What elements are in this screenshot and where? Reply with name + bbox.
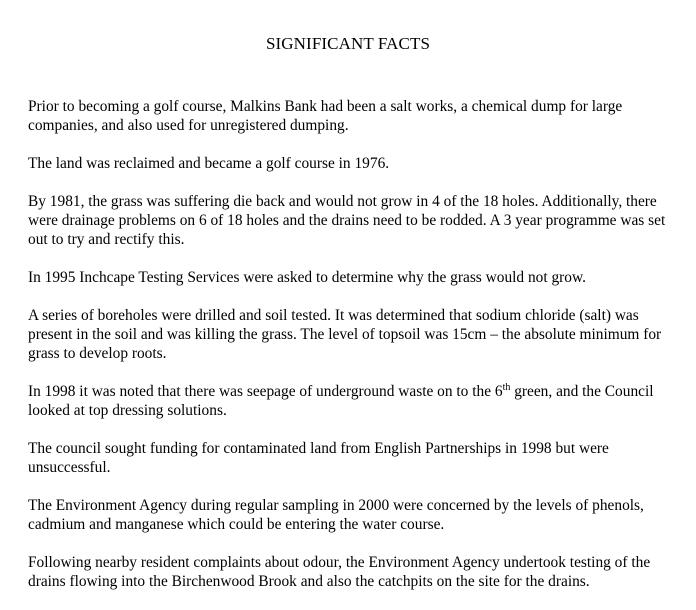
ordinal-suffix: th [502,382,511,393]
paragraph-history: Prior to becoming a golf course, Malkins Bank had been a salt works, a chemical dump for large companies, and also used for unregistered dumping. [28,98,623,134]
document-body [28,97,678,610]
paragraph-odour-complaints: Following nearby resident complaints about odour, the Environment Agency undertook testing of the drains flowing into the Birchenwood Brook and also the catchpits on the site for the drains. [28,554,651,590]
paragraph-reclaimed: The land was reclaimed and became a golf course in 1976. [28,155,390,172]
document-title: SIGNIFICANT FACTS [265,34,430,53]
paragraph-1998-seepage-text-end: green, and the Council looked at top dressing solutions. [28,383,654,419]
paragraph-1981-problems: By 1981, the grass was suffering die back and would not grow in 4 of the 18 holes. Additionally, there were drainage problems on 6 of 18 holes and the drains need to be rodded. A 3 year programme was set out to try and rectify this. [28,193,666,248]
paragraph-1995-testing: In 1995 Inchcape Testing Services were asked to determine why the grass would not grow. [28,269,586,286]
paragraph-environment-agency: The Environment Agency during regular sampling in 2000 were concerned by the levels of phenols, cadmium and manganese which could be entering the water course. [28,497,644,533]
paragraph-1998-seepage [28,382,678,420]
paragraph-funding: The council sought funding for contaminated land from English Partnerships in 1998 but were unsuccessful. [28,440,609,476]
paragraph-1998-seepage-text: In 1998 it was noted that there was seepage of underground waste on to the 6 [28,383,503,400]
paragraph-boreholes: A series of boreholes were drilled and soil tested. It was determined that sodium chloride (salt) was present in the soil and was killing the grass. The level of topsoil was 15cm – the absolute minimum for grass to develop roots. [28,307,662,362]
